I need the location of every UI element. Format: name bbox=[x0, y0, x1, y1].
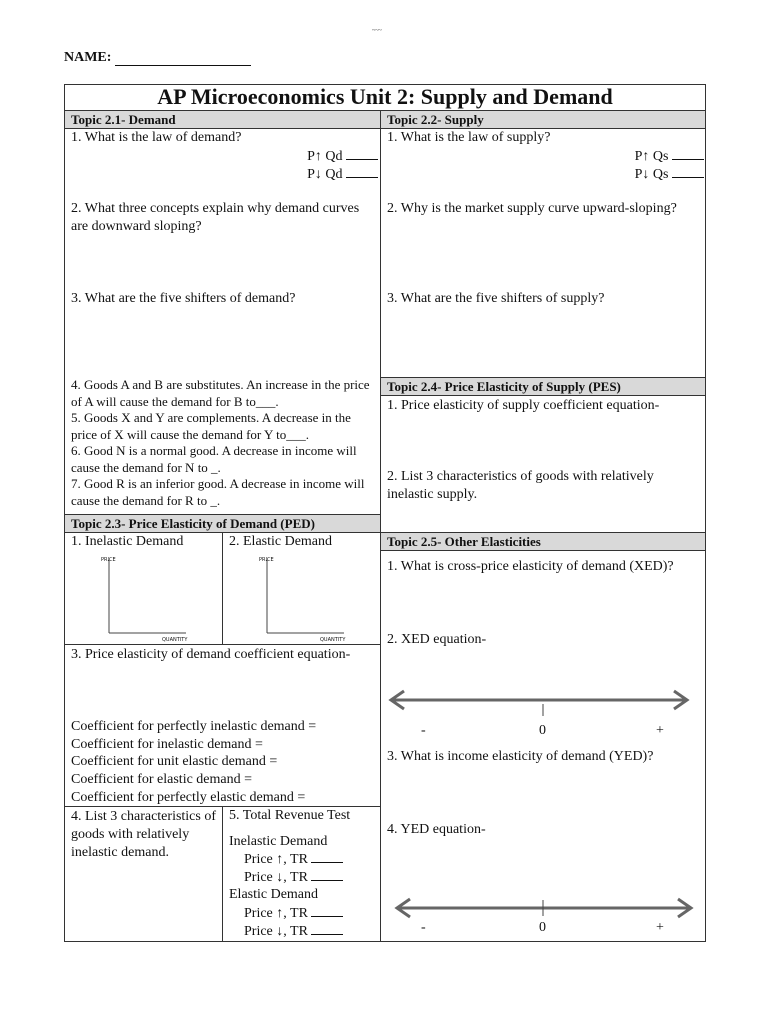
graph1-price-label: PRICE bbox=[101, 557, 116, 563]
other-q2: 2. XED equation- bbox=[387, 632, 487, 647]
demand-q1-down: P↓ Qd bbox=[250, 165, 378, 184]
ped-q5: 5. Total Revenue Test bbox=[229, 808, 351, 823]
pes-q2: 2. List 3 characteristics of goods with relatively inelastic supply. bbox=[387, 469, 654, 502]
ped-graph-bottom-border bbox=[65, 644, 380, 645]
header-mark: ~~~ bbox=[372, 28, 382, 34]
xed-number-line bbox=[386, 688, 696, 718]
demand-q5: 5. Goods X and Y are complements. A decrease in the price of X will cause the demand for Y to___. bbox=[71, 410, 351, 442]
supply-q3: 3. What are the five shifters of supply? bbox=[387, 291, 605, 306]
topic-supply-heading: Topic 2.2- Supply bbox=[381, 110, 705, 129]
demand-q2: 2. What three concepts explain why demand curves are downward sloping? bbox=[71, 201, 360, 234]
answer-blank[interactable] bbox=[672, 165, 704, 178]
xed-plus: + bbox=[656, 723, 664, 738]
answer-blank[interactable] bbox=[311, 904, 343, 917]
coef-inelastic: Coefficient for inelastic demand = bbox=[71, 737, 263, 752]
page-title: AP Microeconomics Unit 2: Supply and Demand bbox=[157, 84, 613, 109]
answer-blank[interactable] bbox=[311, 868, 343, 881]
tr-elastic-up: Price ↑, TR bbox=[244, 904, 343, 923]
supply-q2: 2. Why is the market supply curve upward-sloping? bbox=[387, 201, 677, 216]
tr-inelastic-label: Inelastic Demand bbox=[229, 834, 328, 849]
pes-q1: 1. Price elasticity of supply coefficient equation- bbox=[387, 398, 660, 413]
tr-elastic-label: Elastic Demand bbox=[229, 887, 319, 902]
demand-q6: 6. Good N is a normal good. A decrease in income will cause the demand for N to _. bbox=[71, 443, 357, 475]
other-q3: 3. What is income elasticity of demand (YED)? bbox=[387, 749, 654, 764]
ped-bottom-divider bbox=[222, 806, 223, 942]
graph1-quantity-label: QUANTITY bbox=[162, 637, 188, 643]
yed-zero: 0 bbox=[539, 920, 546, 935]
tr-elastic-down: Price ↓, TR bbox=[244, 922, 343, 941]
name-field[interactable] bbox=[64, 50, 251, 66]
answer-blank[interactable] bbox=[346, 165, 378, 178]
tr-inelastic-down: Price ↓, TR bbox=[244, 868, 343, 887]
tr-inelastic-up: Price ↑, TR bbox=[244, 850, 343, 869]
topic-demand-heading: Topic 2.1- Demand bbox=[65, 110, 380, 129]
answer-blank[interactable] bbox=[311, 850, 343, 863]
topic-other-elasticities-heading: Topic 2.5- Other Elasticities bbox=[381, 532, 705, 551]
demand-q1-up: P↑ Qd bbox=[250, 147, 378, 166]
demand-q7: 7. Good R is an inferior good. A decrease in income will cause the demand for R to _. bbox=[71, 476, 365, 508]
answer-blank[interactable] bbox=[672, 147, 704, 160]
coef-perfectly-elastic: Coefficient for perfectly elastic demand = bbox=[71, 790, 306, 805]
xed-zero: 0 bbox=[539, 723, 546, 738]
demand-q3: 3. What are the five shifters of demand? bbox=[71, 291, 296, 306]
coef-unit-elastic: Coefficient for unit elastic demand = bbox=[71, 754, 278, 769]
inelastic-demand-graph bbox=[96, 555, 196, 645]
other-q4: 4. YED equation- bbox=[387, 822, 486, 837]
yed-plus: + bbox=[656, 920, 664, 935]
ped-elastic-label: 2. Elastic Demand bbox=[229, 534, 333, 549]
supply-q1-down: P↓ Qs bbox=[570, 165, 704, 184]
ped-inelastic-label: 1. Inelastic Demand bbox=[71, 534, 184, 549]
yed-minus: - bbox=[421, 920, 426, 935]
demand-q4: 4. Goods A and B are substitutes. An increase in the price of A will cause the demand for B to___. bbox=[71, 377, 370, 409]
topic-pes-heading: Topic 2.4- Price Elasticity of Supply (PES) bbox=[381, 377, 705, 396]
ped-q4: 4. List 3 characteristics of goods with relatively inelastic demand. bbox=[71, 809, 217, 860]
other-q1: 1. What is cross-price elasticity of demand (XED)? bbox=[387, 559, 674, 574]
ped-graph-divider bbox=[222, 532, 223, 644]
demand-q1: 1. What is the law of demand? bbox=[71, 130, 242, 145]
name-blank[interactable] bbox=[115, 53, 251, 66]
answer-blank[interactable] bbox=[346, 147, 378, 160]
answer-blank[interactable] bbox=[311, 922, 343, 935]
elastic-demand-graph bbox=[254, 555, 354, 645]
supply-q1-up: P↑ Qs bbox=[570, 147, 704, 166]
center-divider bbox=[380, 110, 381, 942]
ped-q3: 3. Price elasticity of demand coefficient equation- bbox=[71, 647, 351, 662]
topic-ped-heading: Topic 2.3- Price Elasticity of Demand (PED) bbox=[65, 514, 380, 533]
xed-minus: - bbox=[421, 723, 426, 738]
coef-elastic: Coefficient for elastic demand = bbox=[71, 772, 253, 787]
supply-q1: 1. What is the law of supply? bbox=[387, 130, 551, 145]
name-label: NAME: bbox=[64, 50, 112, 65]
coef-perfectly-inelastic: Coefficient for perfectly inelastic demand = bbox=[71, 719, 317, 734]
graph2-price-label: PRICE bbox=[259, 557, 274, 563]
graph2-quantity-label: QUANTITY bbox=[320, 637, 346, 643]
